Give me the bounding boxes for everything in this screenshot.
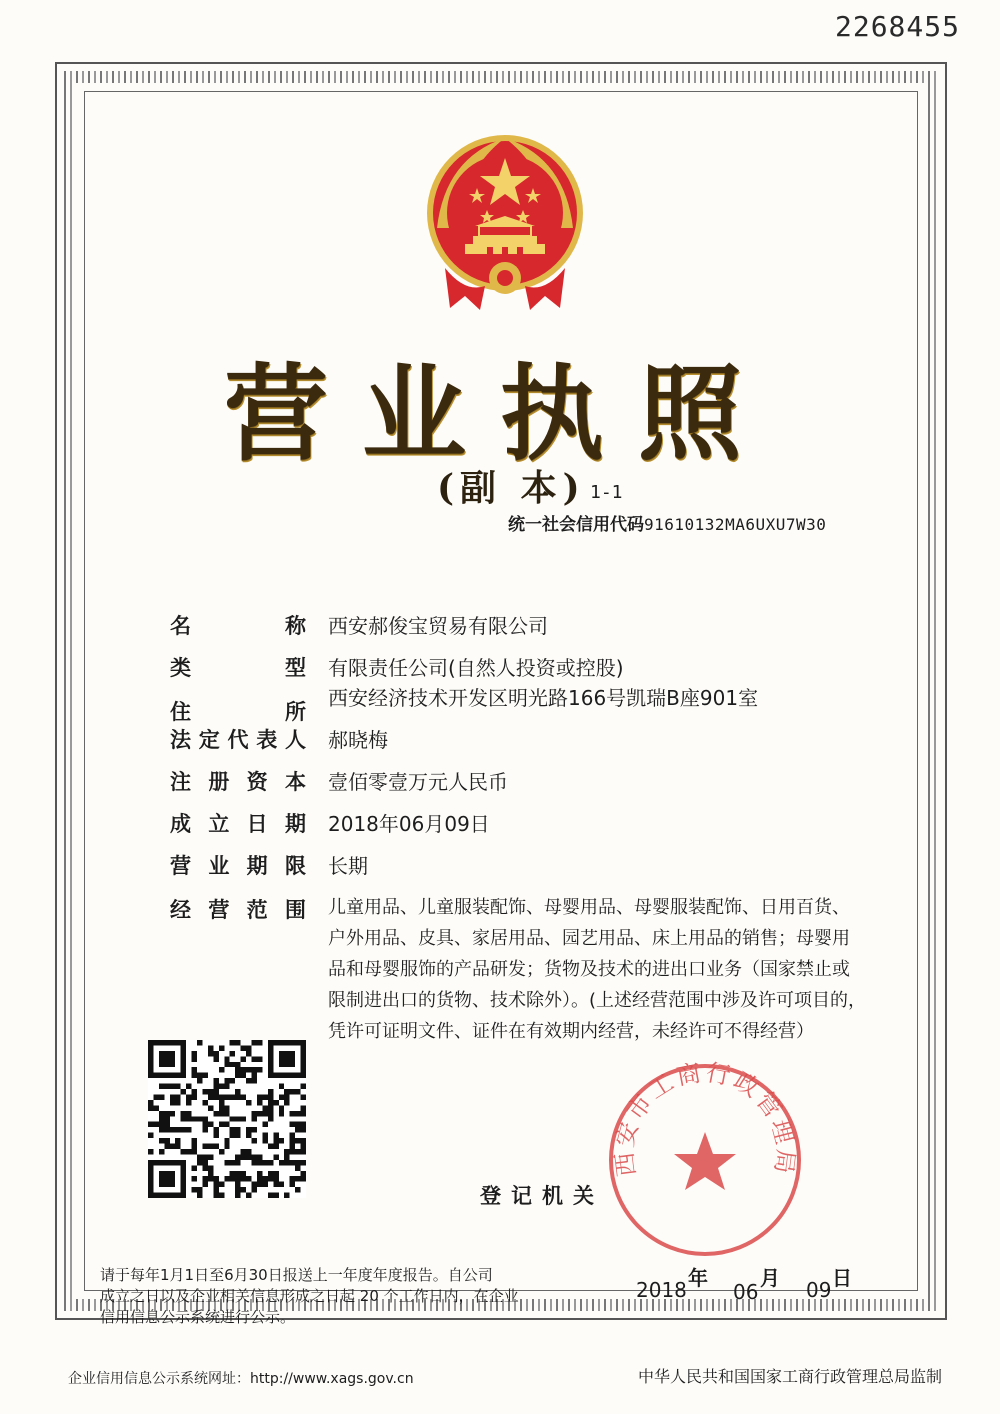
field-value-address: 西安经济技术开发区明光路166号凯瑞B座901室 [328, 686, 759, 710]
label-char: 表 [256, 728, 278, 752]
field-value-legal-rep: 郝晓梅 [328, 728, 388, 752]
credit-code [508, 510, 826, 535]
license-fields [170, 610, 910, 1052]
label-char: 称 [285, 614, 306, 638]
field-row-name [170, 610, 910, 652]
field-value-capital: 壹佰零壹万元人民币 [328, 770, 508, 794]
official-seal-icon [605, 1060, 805, 1260]
label-char: 范 [246, 898, 268, 922]
credit-code-value: 91610132MA6UXU7W30 [644, 515, 827, 534]
label-char: 代 [227, 728, 249, 752]
copy-label: (副 本) [437, 467, 586, 509]
label-char: 名 [170, 614, 191, 638]
label-char: 定 [198, 728, 220, 752]
registration-authority: 登记机关 [480, 1184, 604, 1208]
field-row-capital [170, 766, 910, 808]
label-char: 业 [208, 854, 230, 878]
national-emblem-icon [425, 118, 585, 313]
label-char: 人 [285, 728, 306, 752]
field-label-capital [170, 766, 306, 796]
scope-line: 品和母婴服饰的产品研发；货物及技术的进出口业务（国家禁止或 [328, 959, 850, 980]
field-value-term: 长期 [328, 854, 368, 878]
label-char: 类 [170, 656, 191, 680]
scope-line: 户外用品、皮具、家居用品、园艺用品、床上用品的销售；母婴用 [328, 928, 850, 949]
label-char: 资 [246, 770, 268, 794]
field-row-type [170, 652, 910, 682]
label-char: 期 [284, 812, 306, 836]
credit-code-label: 统一社会信用代码 [508, 515, 644, 535]
label-char: 住 [170, 700, 191, 724]
scope-line: 限制进出口的货物、技术除外）。(上述经营范围中涉及许可项目的， [328, 990, 867, 1011]
notice-line: 成立之日以及企业相关信息形成之日起 20 个工作日内，在企业 [100, 1287, 519, 1305]
notice-line: 信用信息公示系统进行公示。 [100, 1308, 296, 1326]
label-char: 注 [170, 770, 191, 794]
field-label-term [170, 850, 306, 880]
field-row-address [170, 682, 910, 724]
copy-number: 1-1 [590, 482, 623, 503]
document-title: 营业执照 [223, 352, 776, 475]
qr-code-icon [148, 1040, 306, 1198]
annual-report-notice [100, 1265, 610, 1328]
issue-month: 06 [733, 1280, 759, 1304]
seal-text: 西安市工商行政管理局 [610, 1060, 800, 1179]
issue-year: 2018 [636, 1278, 687, 1302]
scope-line: 凭许可证明文件、证件在有效期内经营，未经许可不得经营） [328, 1021, 814, 1042]
label-char: 营 [208, 898, 230, 922]
label-char: 经 [170, 898, 191, 922]
field-label-established [170, 808, 306, 838]
issue-day-unit: 日 [832, 1266, 852, 1290]
issue-month-unit: 月 [760, 1266, 780, 1290]
label-char: 法 [170, 728, 191, 752]
field-row-legal-rep [170, 724, 910, 766]
field-row-term [170, 850, 910, 892]
issue-year-unit: 年 [688, 1266, 708, 1290]
field-value-scope [328, 892, 908, 1047]
issue-day: 09 [806, 1278, 832, 1302]
field-value-type: 有限责任公司(自然人投资或控股) [328, 656, 624, 680]
field-value-established: 2018年06月09日 [328, 812, 490, 836]
field-label-legal-rep [170, 724, 306, 754]
label-char: 册 [208, 770, 230, 794]
field-row-scope [170, 892, 910, 1052]
scope-line: 儿童用品、儿童服装配饰、母婴用品、母婴服装配饰、日用百货、 [328, 897, 850, 918]
label-char: 立 [208, 812, 230, 836]
serial-number: 2268455 [834, 10, 960, 43]
label-char: 期 [246, 854, 268, 878]
field-label-address [170, 696, 306, 726]
field-label-scope [170, 894, 306, 924]
label-char: 本 [284, 770, 306, 794]
field-row-established [170, 808, 910, 850]
field-label-name [170, 610, 306, 640]
label-char: 型 [285, 656, 306, 680]
label-char: 营 [170, 854, 191, 878]
label-char: 所 [285, 700, 306, 724]
label-char: 限 [284, 854, 306, 878]
field-label-type [170, 652, 306, 682]
footer-supervisor: 中华人民共和国国家工商行政管理总局监制 [637, 1367, 942, 1386]
label-char: 日 [246, 812, 268, 836]
label-char: 成 [170, 812, 191, 836]
field-value-name: 西安郝俊宝贸易有限公司 [328, 614, 548, 638]
footer-website: 企业信用信息公示系统网址：http://www.xags.gov.cn [68, 1371, 414, 1387]
label-char: 围 [284, 898, 306, 922]
notice-line: 请于每年1月1日至6月30日报送上一年度年度报告。自公司 [100, 1266, 493, 1284]
